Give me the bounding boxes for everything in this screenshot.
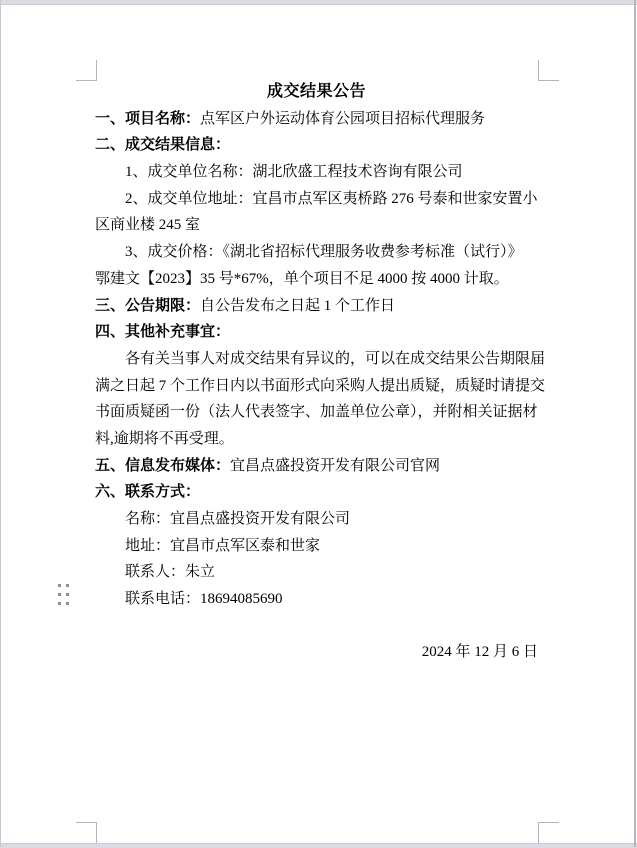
drag-handle-dot <box>58 593 61 596</box>
doc-line-text: 3、成交价格：《湖北省招标代理服务收费参考标准（试行）》 <box>125 244 523 261</box>
margin-mark-top-right <box>538 60 559 81</box>
doc-line <box>95 266 538 293</box>
drag-handle-dot <box>66 593 69 596</box>
doc-line-text: 联系电话：18694085690 <box>125 591 283 608</box>
doc-line-text: 点军区户外运动体育公园项目招标代理服务 <box>200 110 486 127</box>
doc-line <box>95 559 538 586</box>
doc-line-text: 自公告发布之日起 1 个工作日 <box>200 297 396 314</box>
doc-line-label: 三、公告期限： <box>95 297 201 314</box>
doc-line-text: 名称：宜昌点盛投资开发有限公司 <box>125 511 351 527</box>
doc-line-label: 一、项目名称： <box>95 110 201 127</box>
doc-line-text: 鄂建文【2023】35 号*67%，单个项目不足 4000 按 4000 计取。 <box>95 270 509 287</box>
doc-line-text: 满之日起 7 个工作日内以书面形式向采购人提出质疑，质疑时请提交 <box>95 377 546 394</box>
doc-line-label: 四、其他补充事宜： <box>95 324 231 341</box>
doc-line-text: 联系人：朱立 <box>125 564 216 581</box>
document-title <box>95 79 538 106</box>
doc-line-text: 2024 年 12 月 6 日 <box>421 644 538 661</box>
doc-line <box>95 453 538 480</box>
doc-line <box>95 159 538 186</box>
doc-line <box>95 613 538 640</box>
drag-handle-dot <box>58 584 61 587</box>
doc-line <box>95 479 538 506</box>
doc-line-label: 五、信息发布媒体： <box>95 457 231 474</box>
drag-handle-dot <box>66 584 69 587</box>
doc-line-text: 2、成交单位地址：宜昌市点军区夷桥路 276 号泰和世家安置小 <box>125 190 538 207</box>
doc-line <box>95 132 538 159</box>
doc-line <box>95 506 538 533</box>
doc-line <box>95 212 538 239</box>
doc-line-text: 书面质疑函一份（法人代表签字、加盖单位公章），并附相关证据材 <box>95 404 538 421</box>
drag-handle-icon[interactable] <box>58 584 70 605</box>
doc-line <box>95 186 538 213</box>
doc-line <box>95 106 538 133</box>
doc-line <box>95 239 538 266</box>
doc-line-text: 区商业楼 245 室 <box>95 217 201 234</box>
doc-line-text: 1、成交单位名称：湖北欣盛工程技术咨询有限公司 <box>125 164 463 181</box>
doc-line <box>95 639 538 666</box>
page-left-border <box>0 0 1 847</box>
doc-line-label: 六、联系方式： <box>95 484 201 501</box>
doc-line <box>95 346 546 373</box>
doc-line <box>95 586 538 613</box>
doc-line <box>95 293 538 320</box>
margin-mark-top-left <box>76 60 97 81</box>
document-text <box>95 79 546 666</box>
doc-line-text: 料,逾期将不再受理。 <box>95 430 234 447</box>
doc-line-text: 宜昌点盛投资开发有限公司官网 <box>230 457 441 474</box>
window-bottom-strip <box>0 843 637 848</box>
doc-line-label: 成交结果公告 <box>266 83 366 100</box>
drag-handle-dot <box>66 602 69 605</box>
window-top-strip <box>0 0 637 5</box>
margin-mark-bottom-left <box>76 822 97 843</box>
doc-line <box>95 399 538 426</box>
doc-line-text: 各有关当事人对成交结果有异议的，可以在成交结果公告期限届 <box>125 350 546 367</box>
margin-mark-bottom-right <box>538 822 559 843</box>
doc-line <box>95 373 546 400</box>
doc-line <box>95 319 538 346</box>
drag-handle-dot <box>58 602 61 605</box>
doc-line-text: 地址：宜昌市点军区泰和世家 <box>125 537 321 554</box>
doc-line-label: 二、成交结果信息： <box>95 137 231 154</box>
page-right-border <box>634 0 636 847</box>
doc-line <box>95 533 538 560</box>
doc-line <box>95 426 538 453</box>
